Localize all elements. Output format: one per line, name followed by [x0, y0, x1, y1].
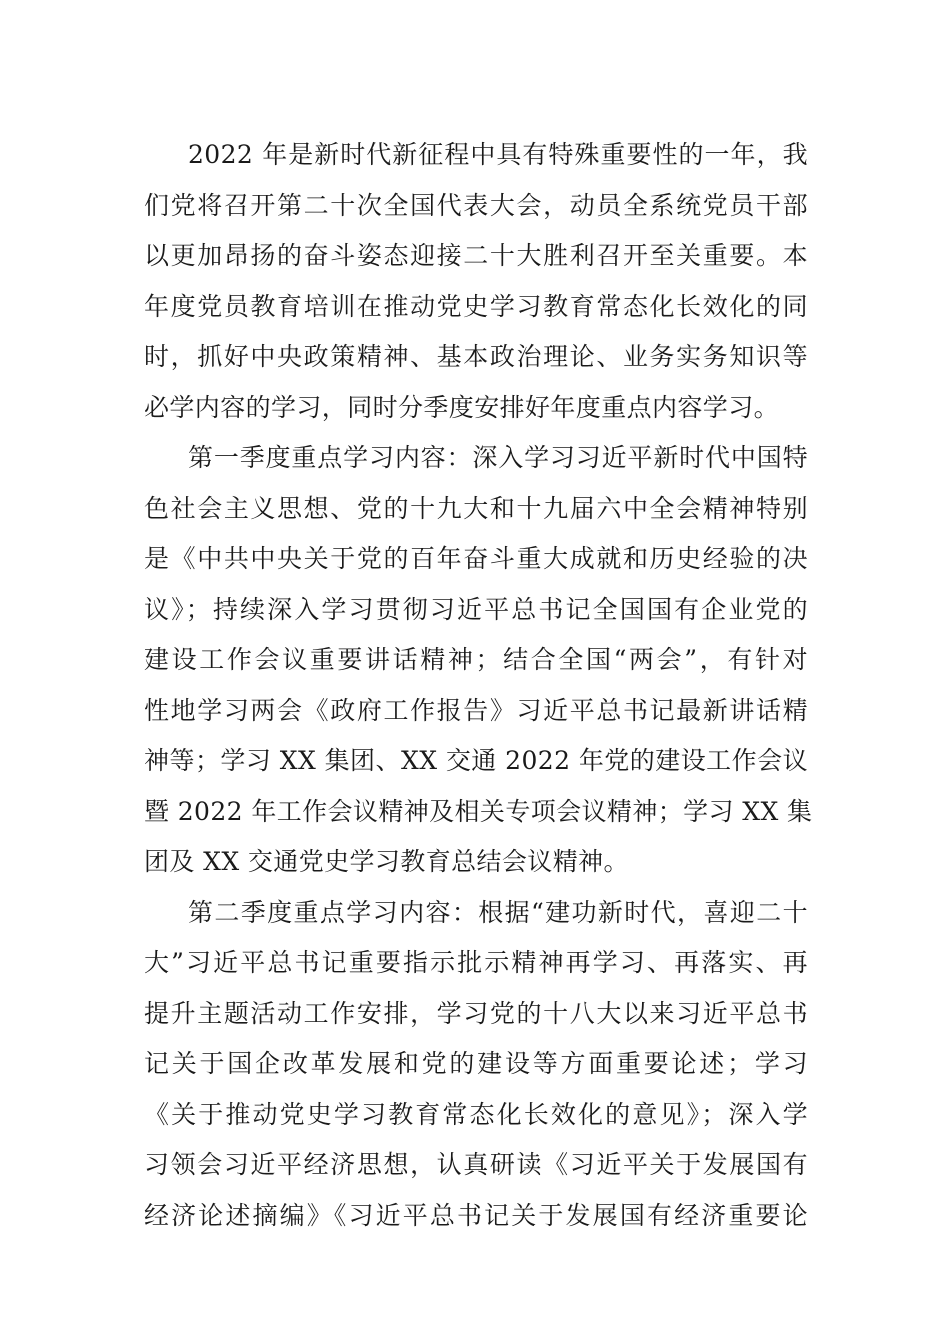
document-body: [144, 130, 813, 1241]
text-line: 年度党员教育培训在推动党史学习教育常态化长效化的同: [144, 291, 808, 321]
text-line: 议》；持续深入学习贯彻习近平总书记全国国有企业党的: [144, 594, 808, 624]
text-line: 《关于推动党史学习教育常态化长效化的意见》；深入学: [144, 1099, 808, 1129]
text-line: 记关于国企改革发展和党的建设等方面重要论述；学习: [144, 1049, 808, 1078]
text-line: 必学内容的学习，同时分季度安排好年度重点内容学习。: [144, 392, 780, 422]
text-line: 色社会主义思想、党的十九大和十九届六中全会精神特别: [144, 493, 808, 523]
text-line: 提升主题活动工作安排，学习党的十八大以来习近平总书: [144, 998, 808, 1028]
paragraph-3: [144, 888, 808, 1242]
text-line: 以更加昂扬的奋斗姿态迎接二十大胜利召开至关重要。本: [144, 241, 808, 270]
text-line: 们党将召开第二十次全国代表大会，动员全系统党员干部: [144, 190, 808, 220]
paragraph-2: [144, 433, 813, 888]
text-line: 习领会习近平经济思想，认真研读《习近平关于发展国有: [144, 1150, 808, 1179]
text-line: 暨 2022 年工作会议精神及相关专项会议精神；学习 XX 集: [144, 796, 813, 826]
text-line: 2022 年是新时代新征程中具有特殊重要性的一年，我: [188, 140, 808, 169]
text-line: 团及 XX 交通党史学习教育总结会议精神。: [144, 847, 629, 876]
text-line: 建设工作会议重要讲话精神；结合全国“两会”，有针对: [144, 645, 808, 674]
text-line: 大”习近平总书记重要指示批示精神再学习、再落实、再: [144, 948, 808, 977]
text-line: 神等；学习 XX 集团、XX 交通 2022 年党的建设工作会议: [144, 746, 808, 775]
paragraph-1: [144, 130, 808, 433]
text-line: 经济论述摘编》《习近平总书记关于发展国有经济重要论: [144, 1200, 808, 1230]
text-line: 性地学习两会《政府工作报告》习近平总书记最新讲话精: [144, 695, 808, 725]
text-line: 第二季度重点学习内容：根据“建功新时代，喜迎二十: [188, 897, 808, 927]
text-line: 第一季度重点学习内容：深入学习习近平新时代中国特: [188, 443, 808, 472]
text-line: 时，抓好中央政策精神、基本政治理论、业务实务知识等: [144, 342, 808, 371]
text-line: 是《中共中央关于党的百年奋斗重大成就和历史经验的决: [144, 544, 808, 573]
